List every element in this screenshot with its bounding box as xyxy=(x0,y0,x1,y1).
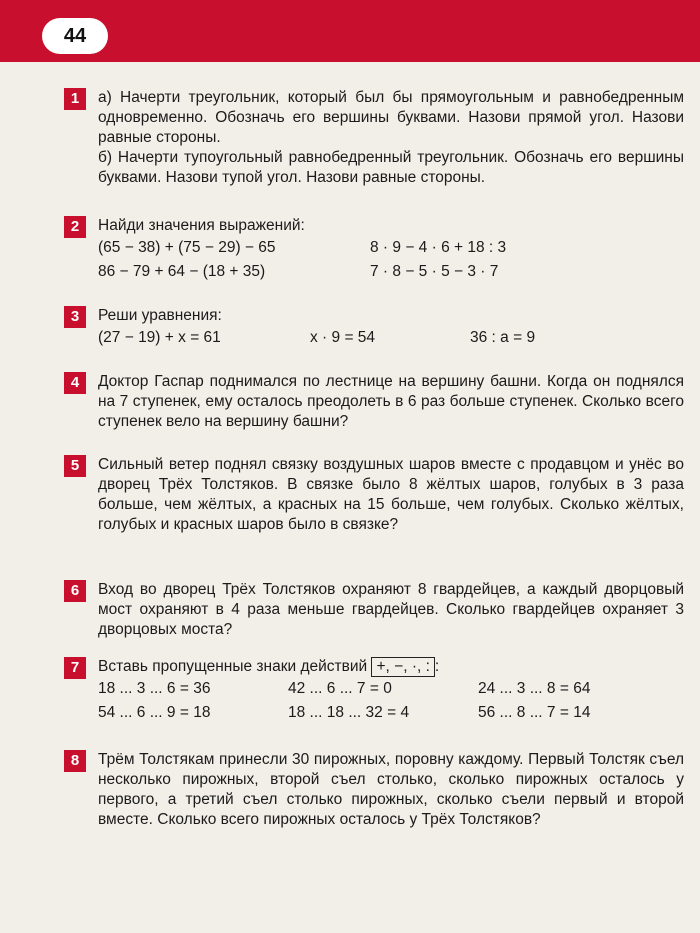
task-4 xyxy=(64,372,684,432)
fill-in-item: 54 ... 6 ... 9 = 18 xyxy=(98,704,211,721)
task-6-text: Вход во дворец Трёх Толстяков охраняют 8 гвардейцев, а каждый дворцовый мост охраняют в 4 раза меньше гвардейцев. Сколько гвардейцев охраняет 3 дворцовых моста? xyxy=(98,581,684,638)
expression: (65 − 38) + (75 − 29) − 65 xyxy=(98,239,276,256)
fill-in-item: 24 ... 3 ... 8 = 64 xyxy=(478,680,591,697)
task-3-title: Реши уравнения: xyxy=(98,307,222,324)
task-7-title: Вставь пропущенные знаки действий xyxy=(98,658,368,675)
fill-in-item: 56 ... 8 ... 7 = 14 xyxy=(478,704,591,721)
page-number: 44 xyxy=(42,18,108,54)
task-7-colon: : xyxy=(434,658,440,675)
task-number: 5 xyxy=(64,455,86,477)
task-6 xyxy=(64,580,684,640)
task-1b-text: б) Начерти тупоугольный равнобедренный треугольник. Обозначь его вершины буквами. Назови тупой угол. Назови равные стороны. xyxy=(98,149,684,186)
task-number: 3 xyxy=(64,306,86,328)
task-number: 6 xyxy=(64,580,86,602)
task-number: 2 xyxy=(64,216,86,238)
fill-in-item: 18 ... 3 ... 6 = 36 xyxy=(98,680,211,697)
task-2 xyxy=(64,216,684,284)
task-7 xyxy=(64,657,684,725)
equation: 36 : a = 9 xyxy=(470,329,536,346)
task-number: 4 xyxy=(64,372,86,394)
task-8 xyxy=(64,750,684,830)
operations-box: +, −, ·, : xyxy=(371,657,434,677)
equation: x · 9 = 54 xyxy=(310,329,376,346)
task-5-text: Сильный ветер поднял связку воздушных шаров вместе с продавцом и унёс во дворец Трёх Толстяков. В связке было 8 жёлтых шаров, голубых в 3 раза больше, чем жёлтых, а красных на 15 больше, чем голубых. Сколько жёлтых, голубых и красных шаров было в связке? xyxy=(98,456,684,533)
task-8-text: Трём Толстякам принесли 30 пирожных, поровну каждому. Первый Толстяк съел несколько пирожных, второй съел столько, сколько пирожных осталось у первого, а третий съел столько пирожных, сколько съели первый и второй вместе. Сколько всего пирожных осталось у Трёх Толстяков? xyxy=(98,751,684,828)
task-2-title: Найди значения выражений: xyxy=(98,217,305,234)
task-number: 8 xyxy=(64,750,86,772)
task-5 xyxy=(64,455,684,535)
equation: (27 − 19) + x = 61 xyxy=(98,329,221,346)
task-1a-text: а) Начерти треугольник, который был бы прямоугольным и равнобедренным одновременно. Обозначь его вершины буквами. Назови прямой угол. Назови равные стороны. xyxy=(98,89,684,146)
fill-in-item: 42 ... 6 ... 7 = 0 xyxy=(288,680,392,697)
fill-in-item: 18 ... 18 ... 32 = 4 xyxy=(288,704,410,721)
expression: 86 − 79 + 64 − (18 + 35) xyxy=(98,263,266,280)
task-number: 7 xyxy=(64,657,86,679)
task-1 xyxy=(64,88,684,188)
expression: 7 · 8 − 5 · 5 − 3 · 7 xyxy=(370,263,499,280)
task-4-text: Доктор Гаспар поднимался по лестнице на вершину башни. Когда он поднялся на 7 ступенек, ему осталось преодолеть в 6 раз больше ступенек. Сколько всего ступенек вело на вершину башни? xyxy=(98,373,684,430)
task-number: 1 xyxy=(64,88,86,110)
task-3 xyxy=(64,306,684,350)
expression: 8 · 9 − 4 · 6 + 18 : 3 xyxy=(370,239,507,256)
